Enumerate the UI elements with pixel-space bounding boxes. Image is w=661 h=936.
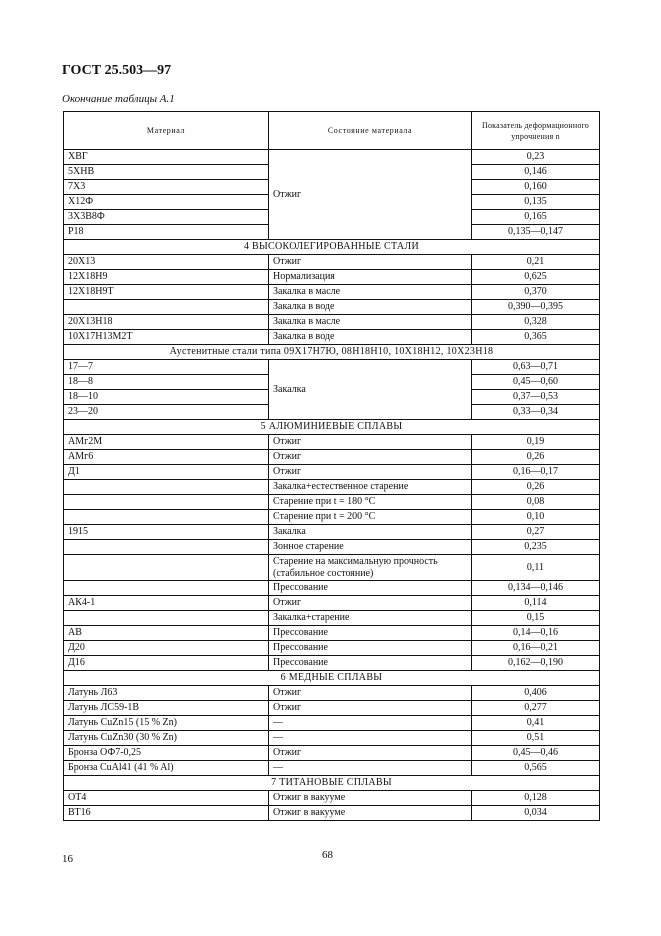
material-cell: АМг6 <box>64 450 269 465</box>
hardening-index-cell: 0,034 <box>472 806 600 821</box>
section-heading: 5 АЛЮМИНИЕВЫЕ СПЛАВЫ <box>64 420 600 435</box>
hardening-index-cell: 0,26 <box>472 450 600 465</box>
hardening-index-cell: 0,23 <box>472 150 600 165</box>
state-cell: Отжиг <box>269 701 472 716</box>
hardening-index-cell: 0,370 <box>472 285 600 300</box>
hardening-index-cell: 0,16—0,17 <box>472 465 600 480</box>
table-row <box>64 716 600 731</box>
hardening-index-cell: 0,235 <box>472 540 600 555</box>
state-cell: Отжиг <box>269 465 472 480</box>
section-row <box>64 420 600 435</box>
state-cell: Отжиг <box>269 450 472 465</box>
material-cell: 18—10 <box>64 390 269 405</box>
hardening-index-cell: 0,19 <box>472 435 600 450</box>
section-row <box>64 345 600 360</box>
table-row <box>64 300 600 315</box>
table-row <box>64 255 600 270</box>
hardening-index-cell: 0,565 <box>472 761 600 776</box>
section-heading: 7 ТИТАНОВЫЕ СПЛАВЫ <box>64 776 600 791</box>
hardening-index-cell: 0,08 <box>472 495 600 510</box>
hardening-index-cell: 0,390—0,395 <box>472 300 600 315</box>
state-cell: Прессование <box>269 581 472 596</box>
table-row <box>64 480 600 495</box>
table-row <box>64 150 600 165</box>
section-row <box>64 240 600 255</box>
material-cell: 17—7 <box>64 360 269 375</box>
material-cell: ВТ16 <box>64 806 269 821</box>
section-row <box>64 776 600 791</box>
material-cell: ХВГ <box>64 150 269 165</box>
table-row <box>64 510 600 525</box>
hardening-index-cell: 0,15 <box>472 611 600 626</box>
hardening-index-cell: 0,146 <box>472 165 600 180</box>
state-cell: Закалка <box>269 360 472 420</box>
state-cell: Закалка+естественное старение <box>269 480 472 495</box>
table-row <box>64 746 600 761</box>
state-cell: Нормализация <box>269 270 472 285</box>
section-heading: Аустенитные стали типа 09Х17Н7Ю, 08Н18Н10, 10Х18Н12, 10Х23Н18 <box>64 345 600 360</box>
material-cell: АК4-1 <box>64 596 269 611</box>
table-row <box>64 285 600 300</box>
material-cell: Х12Ф <box>64 195 269 210</box>
hardening-index-cell: 0,135—0,147 <box>472 225 600 240</box>
state-cell: Отжиг <box>269 746 472 761</box>
table-row <box>64 596 600 611</box>
state-cell: Отжиг в вакууме <box>269 806 472 821</box>
page-number-center: 68 <box>322 849 333 861</box>
hardening-index-cell: 0,41 <box>472 716 600 731</box>
table-row <box>64 581 600 596</box>
table-row <box>64 626 600 641</box>
hardening-index-cell: 0,33—0,34 <box>472 405 600 420</box>
state-cell: Отжиг <box>269 255 472 270</box>
material-cell: Латунь Л63 <box>64 686 269 701</box>
state-cell: Закалка в масле <box>269 315 472 330</box>
state-cell: Отжиг <box>269 686 472 701</box>
material-cell: Латунь CuZn15 (15 % Zn) <box>64 716 269 731</box>
material-cell: Д20 <box>64 641 269 656</box>
properties-table <box>63 111 600 821</box>
material-cell: Латунь CuZn30 (30 % Zn) <box>64 731 269 746</box>
page-number-left: 16 <box>62 853 73 865</box>
table-row <box>64 656 600 671</box>
hardening-index-cell: 0,51 <box>472 731 600 746</box>
state-cell: Отжиг <box>269 435 472 450</box>
state-cell: Прессование <box>269 656 472 671</box>
document-code: ГОСТ 25.503—97 <box>62 63 172 78</box>
hardening-index-cell: 0,10 <box>472 510 600 525</box>
state-cell: Отжиг <box>269 150 472 240</box>
table-row <box>64 330 600 345</box>
state-cell: Прессование <box>269 641 472 656</box>
material-cell: 12Х18Н9 <box>64 270 269 285</box>
material-cell <box>64 611 269 626</box>
material-cell <box>64 480 269 495</box>
material-cell <box>64 510 269 525</box>
table-row <box>64 270 600 285</box>
state-cell: Закалка в масле <box>269 285 472 300</box>
hardening-index-cell: 0,365 <box>472 330 600 345</box>
state-cell: Зонное старение <box>269 540 472 555</box>
hardening-index-cell: 0,26 <box>472 480 600 495</box>
material-cell: 7Х3 <box>64 180 269 195</box>
material-cell <box>64 555 269 581</box>
material-cell: 10Х17Н13М2Т <box>64 330 269 345</box>
table-row <box>64 731 600 746</box>
table-row <box>64 450 600 465</box>
material-cell <box>64 581 269 596</box>
material-cell: Д16 <box>64 656 269 671</box>
state-cell: Старение на максимальную прочность (стабильное состояние) <box>269 555 472 581</box>
state-cell: Отжиг в вакууме <box>269 791 472 806</box>
material-cell: 23—20 <box>64 405 269 420</box>
hardening-index-cell: 0,128 <box>472 791 600 806</box>
table-caption: Окончание таблицы А.1 <box>62 93 175 105</box>
table-row <box>64 495 600 510</box>
table-row <box>64 555 600 581</box>
state-cell: Закалка+старение <box>269 611 472 626</box>
material-cell: 20Х13 <box>64 255 269 270</box>
state-cell: Закалка в воде <box>269 300 472 315</box>
material-cell: 18—8 <box>64 375 269 390</box>
hardening-index-cell: 0,63—0,71 <box>472 360 600 375</box>
section-heading: 4 ВЫСОКОЛЕГИРОВАННЫЕ СТАЛИ <box>64 240 600 255</box>
material-cell: 3Х3В8Ф <box>64 210 269 225</box>
hardening-index-cell: 0,625 <box>472 270 600 285</box>
hardening-index-cell: 0,162—0,190 <box>472 656 600 671</box>
material-cell: Р18 <box>64 225 269 240</box>
hardening-index-cell: 0,37—0,53 <box>472 390 600 405</box>
material-cell: 12Х18Н9Т <box>64 285 269 300</box>
state-cell: — <box>269 716 472 731</box>
hardening-index-cell: 0,134—0,146 <box>472 581 600 596</box>
state-cell: Отжиг <box>269 596 472 611</box>
hardening-index-cell: 0,14—0,16 <box>472 626 600 641</box>
material-cell: Бронза CuAl41 (41 % Al) <box>64 761 269 776</box>
hardening-index-cell: 0,328 <box>472 315 600 330</box>
table-row <box>64 525 600 540</box>
table-row <box>64 791 600 806</box>
material-cell: АВ <box>64 626 269 641</box>
table-row <box>64 611 600 626</box>
table-row <box>64 435 600 450</box>
table-row <box>64 641 600 656</box>
state-cell: Закалка <box>269 525 472 540</box>
hardening-index-cell: 0,114 <box>472 596 600 611</box>
hardening-index-cell: 0,45—0,60 <box>472 375 600 390</box>
table-row <box>64 360 600 375</box>
hardening-index-cell: 0,16—0,21 <box>472 641 600 656</box>
material-cell: 5ХНВ <box>64 165 269 180</box>
table-row <box>64 315 600 330</box>
section-heading: 6 МЕДНЫЕ СПЛАВЫ <box>64 671 600 686</box>
state-cell: — <box>269 761 472 776</box>
material-cell <box>64 495 269 510</box>
state-cell: Старение при t = 200 °С <box>269 510 472 525</box>
material-cell <box>64 540 269 555</box>
material-cell: ОТ4 <box>64 791 269 806</box>
material-cell: 20Х13Н18 <box>64 315 269 330</box>
hardening-index-cell: 0,27 <box>472 525 600 540</box>
material-cell: Бронза ОФ7-0,25 <box>64 746 269 761</box>
hardening-index-cell: 0,11 <box>472 555 600 581</box>
hardening-index-cell: 0,160 <box>472 180 600 195</box>
state-cell: Закалка в воде <box>269 330 472 345</box>
material-cell: 1915 <box>64 525 269 540</box>
material-cell <box>64 300 269 315</box>
table-row <box>64 701 600 716</box>
table-row <box>64 686 600 701</box>
table-row <box>64 761 600 776</box>
hardening-index-cell: 0,406 <box>472 686 600 701</box>
column-header-material: Материал <box>64 112 269 150</box>
table-row <box>64 465 600 480</box>
hardening-index-cell: 0,135 <box>472 195 600 210</box>
table-row <box>64 540 600 555</box>
hardening-index-cell: 0,45—0,46 <box>472 746 600 761</box>
table-row <box>64 806 600 821</box>
state-cell: Прессование <box>269 626 472 641</box>
hardening-index-cell: 0,21 <box>472 255 600 270</box>
hardening-index-cell: 0,277 <box>472 701 600 716</box>
column-header-state: Состояние материала <box>269 112 472 150</box>
material-cell: АМг2М <box>64 435 269 450</box>
state-cell: Старение при t = 180 °С <box>269 495 472 510</box>
state-cell: — <box>269 731 472 746</box>
hardening-index-cell: 0,165 <box>472 210 600 225</box>
material-cell: Д1 <box>64 465 269 480</box>
column-header-hardening-index: Показатель деформационного упрочнения n <box>472 112 600 150</box>
material-cell: Латунь ЛС59-1В <box>64 701 269 716</box>
section-row <box>64 671 600 686</box>
